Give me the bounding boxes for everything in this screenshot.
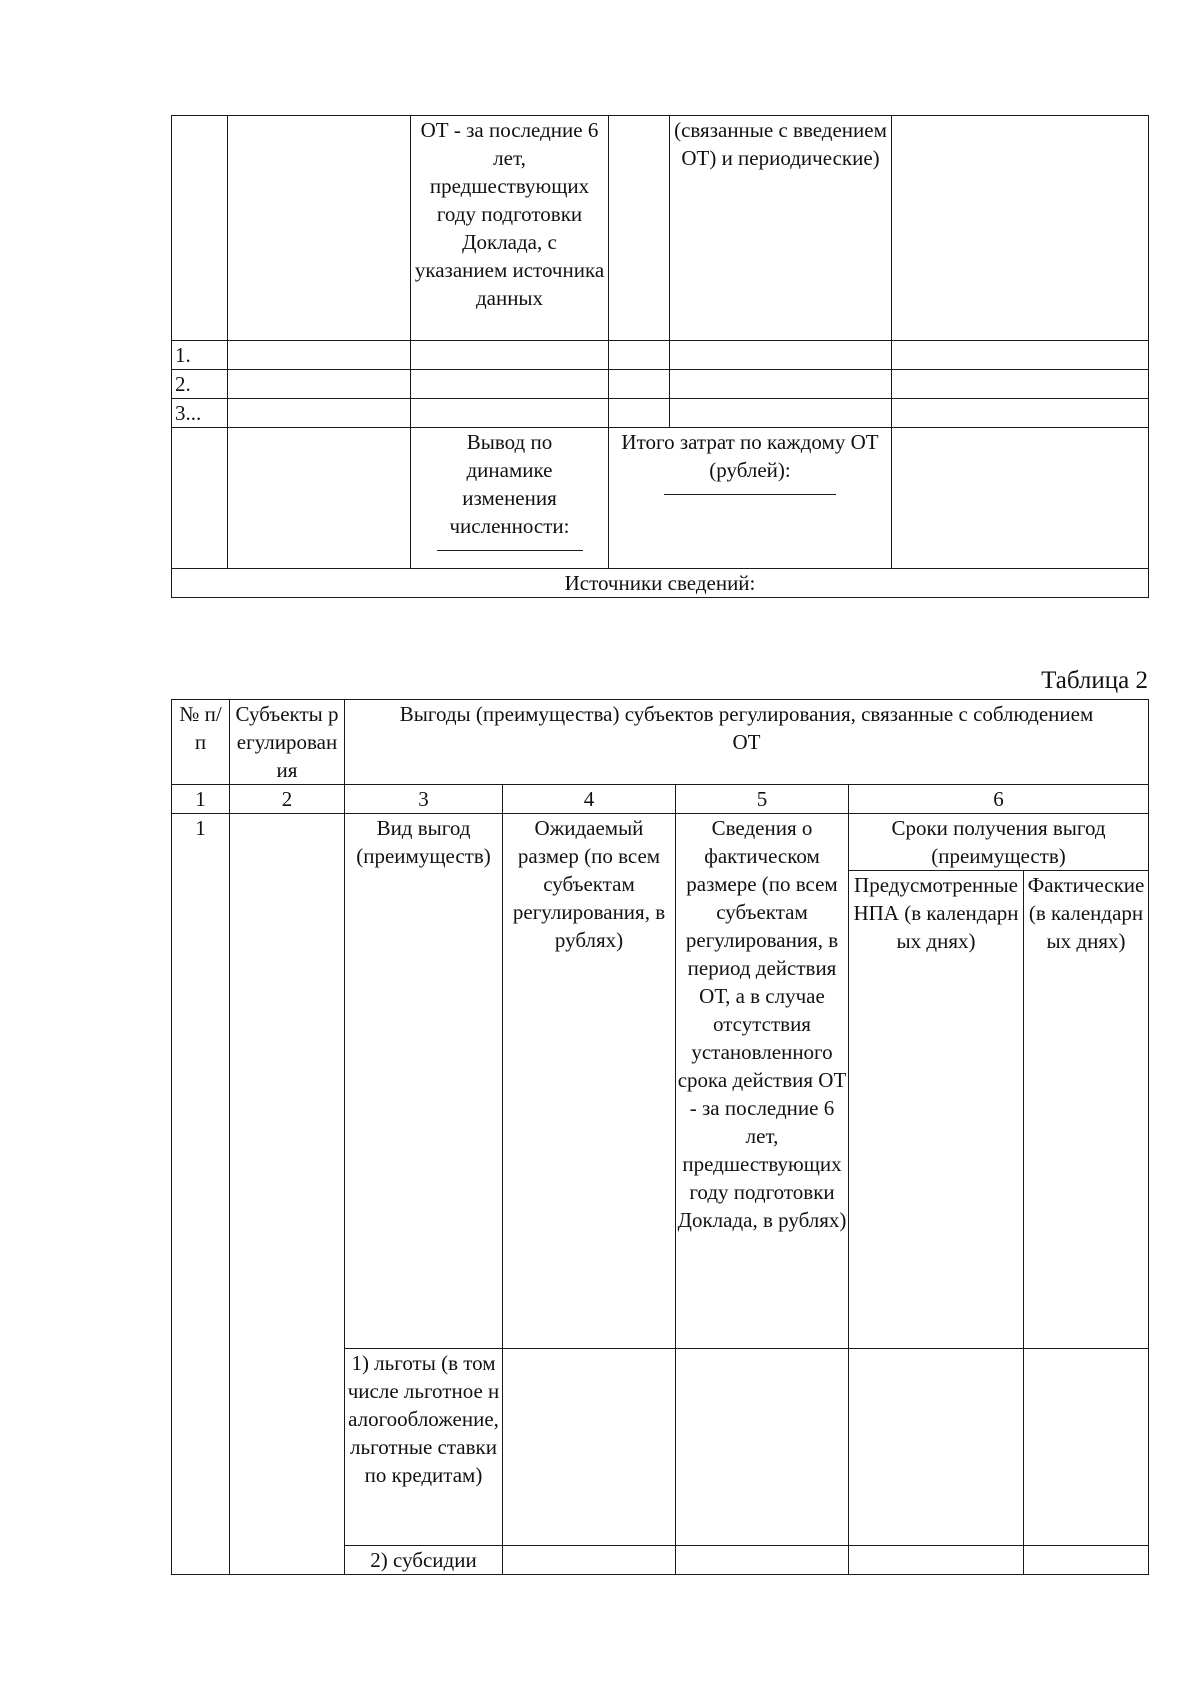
table-cell bbox=[228, 370, 411, 399]
table-row bbox=[172, 428, 1149, 569]
table-2-caption: Таблица 2 bbox=[1041, 667, 1148, 694]
benefit-type-2: 2) субсидии bbox=[345, 1546, 503, 1575]
table-1 bbox=[171, 115, 1149, 598]
table-cell bbox=[503, 1349, 676, 1546]
actual-size-cell: Сведения о фактическом размере (по всем субъектам регулирования, в период действия ОТ, а в случае отсутствия установленного срока действия ОТ - за последние 6 лет, предшествующих году подготовки Доклада, в рублях) bbox=[676, 814, 849, 1349]
table-cell bbox=[172, 428, 228, 569]
header-cell-period: ОТ - за последние 6 лет, предшествующих году подготовки Доклада, с указанием источника данных bbox=[411, 116, 609, 341]
table-row bbox=[172, 814, 1149, 871]
table-cell bbox=[676, 1349, 849, 1546]
table-cell bbox=[849, 1349, 1024, 1546]
conclusion-blank-line bbox=[437, 550, 583, 551]
col-number: 4 bbox=[503, 785, 676, 814]
table-cell bbox=[411, 341, 609, 370]
actual-terms-cell: Фактические (в календарных днях) bbox=[1024, 871, 1149, 1349]
table-cell bbox=[1024, 1349, 1149, 1546]
row-number: 2. bbox=[172, 370, 228, 399]
total-costs-blank-line bbox=[664, 494, 836, 495]
header-cell-benefits: Выгоды (преимущества) субъектов регулирования, связанные с соблюдением ОТ bbox=[345, 700, 1149, 785]
row-number: 3... bbox=[172, 399, 228, 428]
row-number: 1. bbox=[172, 341, 228, 370]
table-cell bbox=[849, 1546, 1024, 1575]
benefit-type-1: 1) льготы (в том числе льготное налогообложение, льготные ставки по кредитам) bbox=[345, 1349, 503, 1546]
planned-terms-cell: Предусмотренные НПА (в календарных днях) bbox=[849, 871, 1024, 1349]
table-row bbox=[172, 700, 1149, 785]
table-cell bbox=[892, 341, 1149, 370]
table-cell bbox=[1024, 1546, 1149, 1575]
row-number: 1 bbox=[172, 814, 230, 1575]
col-number: 3 bbox=[345, 785, 503, 814]
table-cell bbox=[172, 116, 228, 341]
table-row bbox=[172, 569, 1149, 598]
table-cell bbox=[676, 1546, 849, 1575]
table-cell bbox=[228, 399, 411, 428]
table-cell bbox=[609, 116, 670, 341]
table-cell bbox=[892, 399, 1149, 428]
table-row bbox=[172, 341, 1149, 370]
header-cell-num: № п/п bbox=[172, 700, 230, 785]
table-row bbox=[172, 399, 1149, 428]
header-cell-periodic: (связанные с введением ОТ) и периодические) bbox=[670, 116, 892, 341]
table-cell bbox=[503, 1546, 676, 1575]
table-cell bbox=[228, 428, 411, 569]
table-cell bbox=[892, 116, 1149, 341]
table-cell bbox=[228, 341, 411, 370]
table-2 bbox=[171, 699, 1149, 1575]
table-cell bbox=[609, 341, 670, 370]
table-cell bbox=[892, 428, 1149, 569]
table-cell bbox=[230, 814, 345, 1575]
table-cell bbox=[670, 341, 892, 370]
table-row bbox=[172, 370, 1149, 399]
sources-cell: Источники сведений: bbox=[172, 569, 1149, 598]
conclusion-label: Вывод по динамике изменения численности: bbox=[449, 430, 570, 538]
table-cell bbox=[892, 370, 1149, 399]
table-cell bbox=[228, 116, 411, 341]
table-cell bbox=[609, 399, 670, 428]
total-costs-cell bbox=[609, 428, 892, 569]
col-number: 1 bbox=[172, 785, 230, 814]
table-row bbox=[172, 116, 1149, 341]
type-of-benefit-cell: Вид выгод (преимуществ) bbox=[345, 814, 503, 1349]
table-cell bbox=[411, 399, 609, 428]
table-cell bbox=[411, 370, 609, 399]
col-number: 2 bbox=[230, 785, 345, 814]
total-costs-label: Итого затрат по каждому ОТ (рублей): bbox=[621, 430, 879, 482]
table-cell bbox=[670, 399, 892, 428]
table-cell bbox=[670, 370, 892, 399]
table-cell bbox=[609, 370, 670, 399]
table-row bbox=[172, 785, 1149, 814]
col-number: 5 bbox=[676, 785, 849, 814]
expected-size-cell: Ожидаемый размер (по всем субъектам регулирования, в рублях) bbox=[503, 814, 676, 1349]
terms-cell: Сроки получения выгод (преимуществ) bbox=[849, 814, 1149, 871]
header-cell-subjects: Субъекты регулирования bbox=[230, 700, 345, 785]
conclusion-cell bbox=[411, 428, 609, 569]
col-number: 6 bbox=[849, 785, 1149, 814]
